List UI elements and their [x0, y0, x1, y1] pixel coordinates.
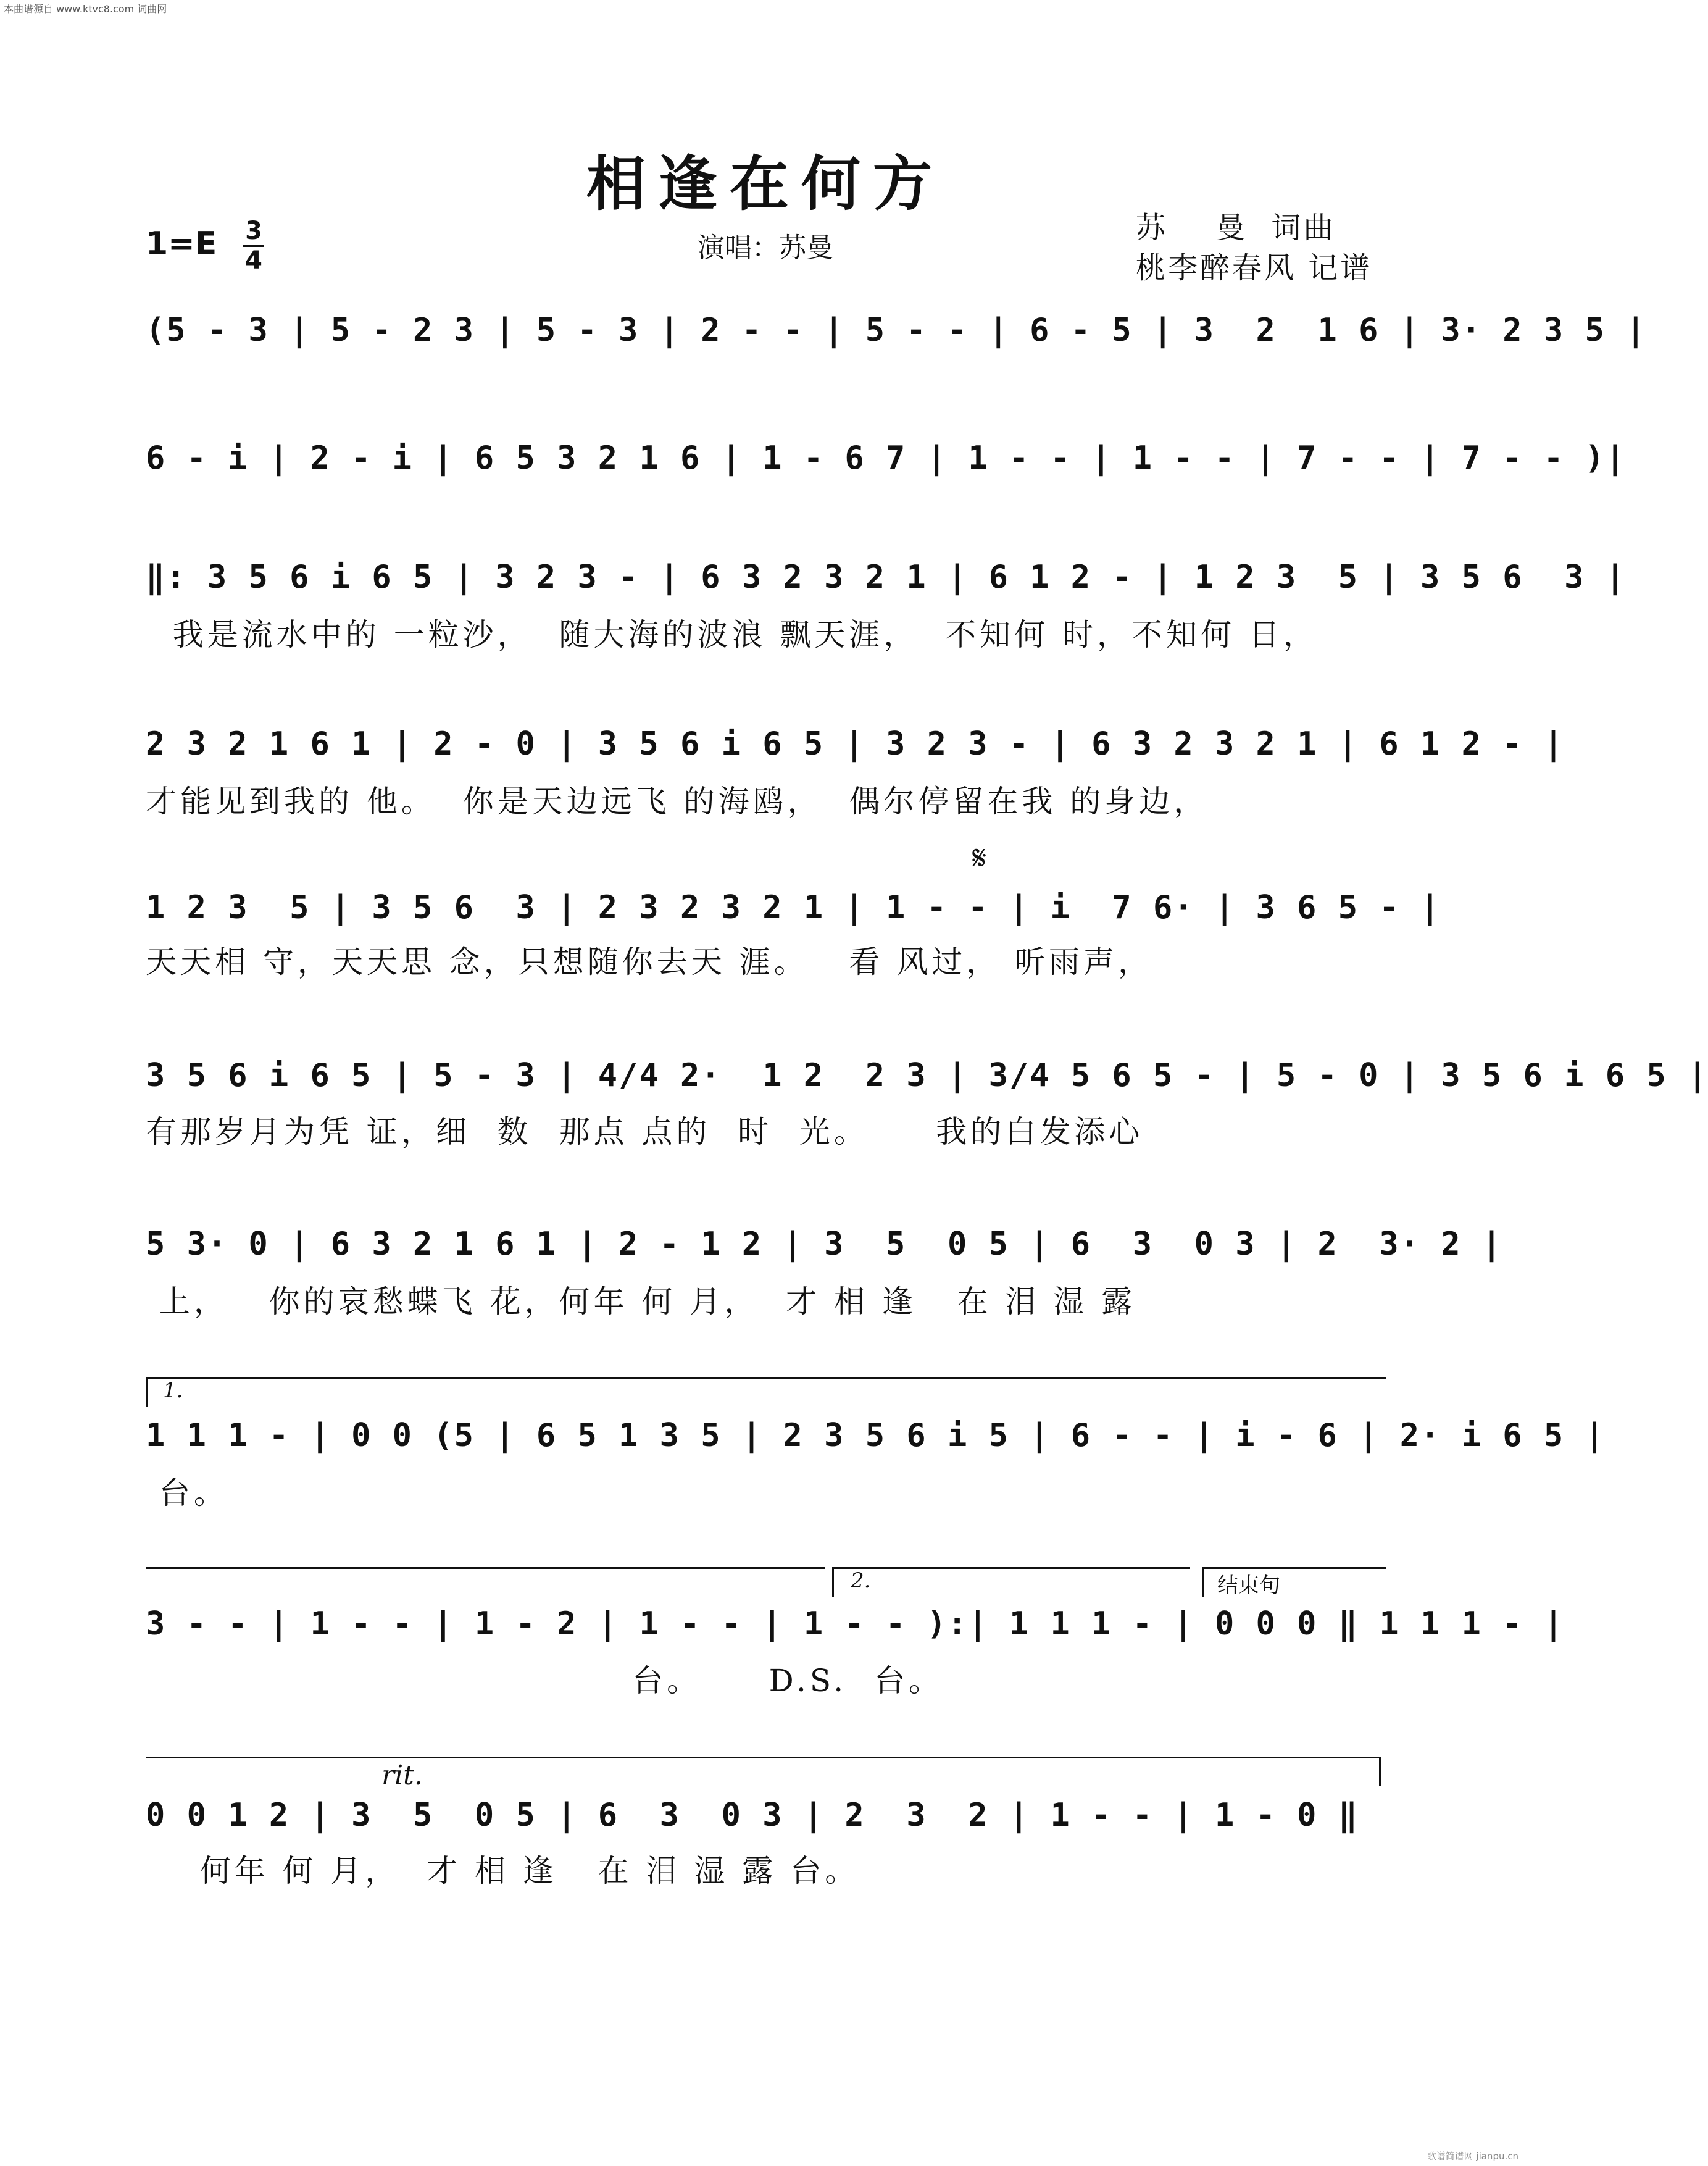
staff-line-9: 3 - - | 1 - - | 1 - 2 | 1 - - | 1 - - ):| 1 1 1 - | 0 0 0 ‖ 1 1 1 - | — [146, 1605, 1565, 1642]
staff-line-4: 2 3 2 1 6 1 | 2 - 0 | 3 5 6 i 6 5 | 3 2 3 - | 6 3 2 3 2 1 | 6 1 2 - | — [146, 725, 1565, 763]
staff-line-7: 5 3· 0 | 6 3 2 1 6 1 | 2 - 1 2 | 3 5 0 5 | 6 3 0 3 | 2 3· 2 | — [146, 1226, 1503, 1263]
staff-line-10: 0 0 1 2 | 3 5 0 5 | 6 3 0 3 | 2 3 2 | 1 - - | 1 - 0 ‖ — [146, 1797, 1359, 1834]
lyricist-composer-credit: 苏 曼 词曲 — [1136, 211, 1336, 245]
staff-line-2: 6 - i | 2 - i | 6 5 3 2 1 6 | 1 - 6 7 | 1 - - | 1 - - | 7 - - | 7 - - )| — [146, 440, 1627, 477]
ending-edge — [1202, 1567, 1204, 1597]
lyric-line-7: 上， 你的哀愁蝶飞 花，何年 何 月， 才 相 逢 在 泪 湿 露 — [146, 1284, 1136, 1319]
coda-edge — [1379, 1757, 1381, 1786]
rit-mark: rit. — [381, 1760, 423, 1791]
staff-line-8: 1 1 1 - | 0 0 (5 | 6 5 1 3 5 | 2 3 5 6 i 5 | 6 - - | i - 6 | 2· i 6 5 | — [146, 1417, 1606, 1454]
transcriber-credit: 桃李醉春风 记谱 — [1136, 251, 1373, 285]
singer-credit: 演唱：苏曼 — [698, 232, 833, 264]
coda-bracket — [146, 1757, 1379, 1758]
volta-2-label: 2. — [851, 1568, 871, 1593]
volta-2-edge — [832, 1567, 834, 1597]
lyric-line-5: 天天相 守，天天思 念，只想随你去天 涯。 看 风过， 听雨声， — [146, 944, 1153, 980]
lyric-line-4: 才能见到我的 他。 你是天边远飞 的海鸥， 偶尔停留在我 的身边， — [146, 784, 1209, 819]
ending-label: 结束句 — [1217, 1573, 1280, 1598]
meter-top: 3 — [245, 217, 262, 245]
volta-2-bracket — [832, 1567, 1190, 1569]
lyric-line-6: 有那岁月为凭 证，细 数 那点 点的 时 光。 我的白发添心 — [146, 1114, 1144, 1150]
staff-line-5: 1 2 3 5 | 3 5 6 3 | 2 3 2 3 2 1 | 1 - - | i 7 6· | 3 6 5 - | — [146, 889, 1441, 926]
volta-1-label: 1. — [163, 1378, 183, 1403]
time-signature — [243, 217, 264, 274]
watermark-top: 本曲谱源自 www.ktvc8.com 词曲网 — [4, 3, 167, 15]
staff-line-3: ‖: 3 5 6 i 6 5 | 3 2 3 - | 6 3 2 3 2 1 | 6 1 2 - | 1 2 3 5 | 3 5 6 3 | — [146, 559, 1627, 596]
volta-1-bracket-cont — [146, 1567, 825, 1569]
staff-line-1: (5 - 3 | 5 - 2 3 | 5 - 3 | 2 - - | 5 - - | 6 - 5 | 3 2 1 6 | 3· 2 3 5 | — [146, 312, 1647, 349]
volta-1-bracket — [146, 1377, 1386, 1379]
page-title: 相逢在何方 — [586, 149, 944, 219]
lyric-line-10: 何年 何 月， 才 相 逢 在 泪 湿 露 台。 — [146, 1853, 860, 1889]
volta-1-edge — [146, 1377, 148, 1407]
lyric-line-3: 我是流水中的 一粒沙， 随大海的波浪 飘天涯， 不知何 时，不知何 日， — [146, 617, 1318, 653]
meter-bottom: 4 — [245, 246, 262, 275]
watermark-bottom: 歌谱简谱网 jianpu.cn — [1427, 2151, 1518, 2162]
segno-mark: 𝄋 — [972, 838, 987, 877]
lyric-line-8: 台。 — [146, 1475, 228, 1511]
staff-line-6: 3 5 6 i 6 5 | 5 - 3 | 4/4 2· 1 2 2 3 | 3/4 5 6 5 - | 5 - 0 | 3 5 6 i 6 5 | — [146, 1057, 1708, 1094]
key-signature: 1=E — [146, 225, 217, 262]
lyric-line-9: 台。 D.S. 台。 — [146, 1663, 943, 1699]
